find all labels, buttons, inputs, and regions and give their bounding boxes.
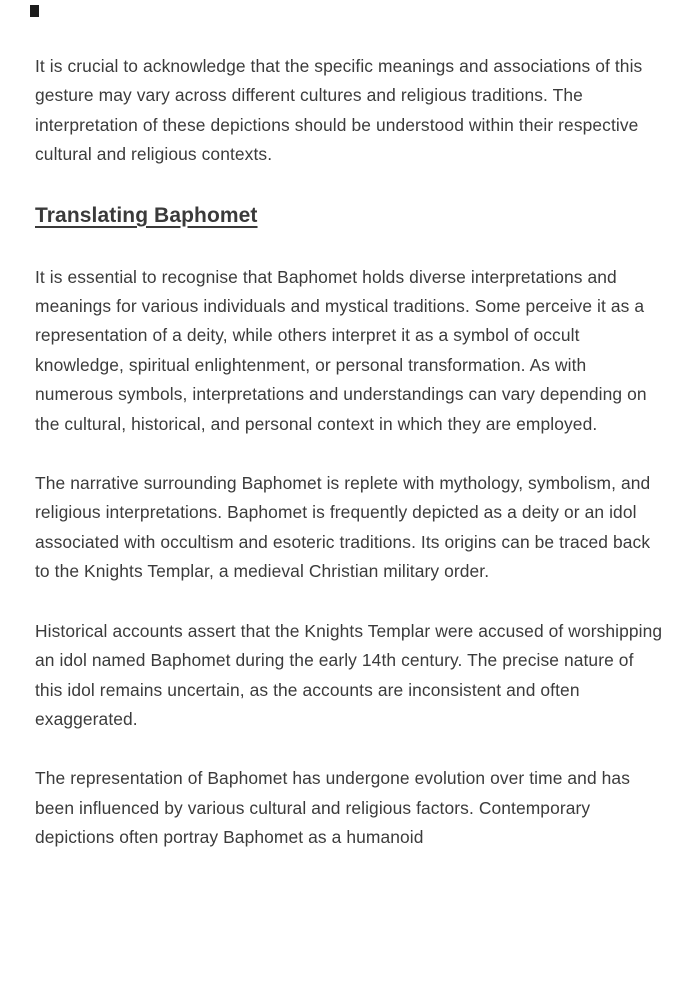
paragraph: It is essential to recognise that Baphomet holds diverse interpretations and meanings for various individuals and mystical traditions. Some perceive it as a representation of a deity, while others interpret it as a symbol of occult knowledge, spiritual enlightenment, or personal transformation. As with numerous symbols, interpretations and understandings can vary depending on the cultural, historical, and personal context in which they are employed.: [35, 266, 647, 434]
top-left-artifact: [30, 5, 39, 17]
paragraph: The representation of Baphomet has undergone evolution over time and has been influenced by various cultural and religious factors. Contemporary depictions often portray Baphomet as a humanoid: [35, 768, 630, 848]
intro-paragraph: It is crucial to acknowledge that the specific meanings and associations of this gesture may vary across different cultures and religious traditions. The interpretation of these depictions should be understood within their respective cultural and religious contexts.: [35, 56, 643, 165]
paragraph: Historical accounts assert that the Knights Templar were accused of worshipping an idol named Baphomet during the early 14th century. The precise nature of this idol remains uncertain, as the accounts are inconsistent and often exaggerated.: [35, 620, 663, 729]
section-heading: Translating Baphomet: [35, 203, 258, 227]
paragraph: The narrative surrounding Baphomet is replete with mythology, symbolism, and religious interpretations. Baphomet is frequently depicted as a deity or an idol associated with occultism and esoteric traditions. Its origins can be traced back to the Knights Templar, a medieval Christian military order.: [35, 473, 651, 582]
